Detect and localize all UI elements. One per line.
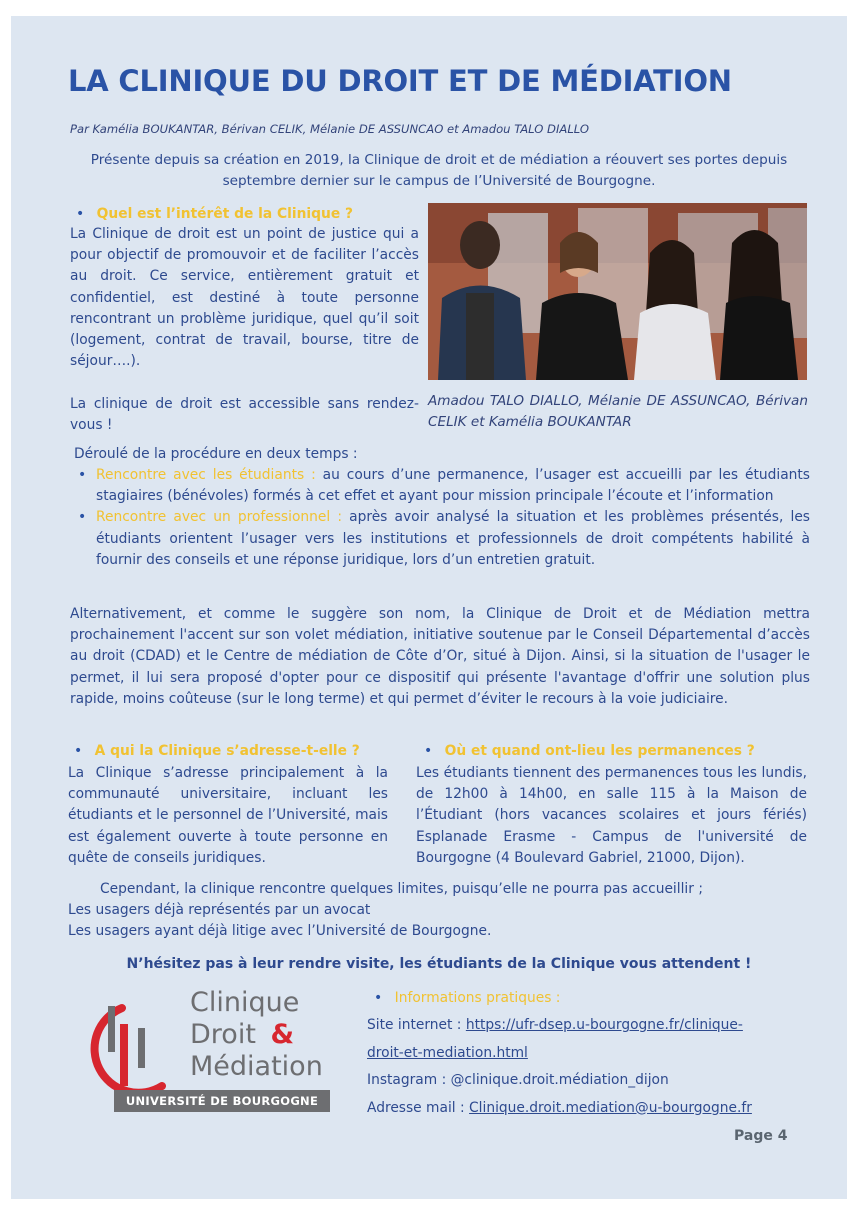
limits-intro: Cependant, la clinique rencontre quelques limites, puisqu’elle ne pourra pas accueillir ; — [100, 881, 703, 897]
access-note: La clinique de droit est accessible sans rendez-vous ! — [70, 396, 419, 434]
permanences-body: Les étudiants tiennent des permanences tous les lundis, de 12h00 à 14h00, en salle 115 à la Maison de l’Étudiant (hors vacances scolaires et jours fériés) Esplanade Erasme - Campus de l'université de Bourgogne (4 Boulevard Gabriel, 21000, Dijon). — [416, 765, 807, 866]
closing-callout: N’hésitez pas à leur rendre visite, les étudiants de la Clinique vous attendent ! — [126, 956, 752, 972]
permanences-heading: Où et quand ont-lieu les permanences ? — [444, 743, 755, 759]
procedure-intro: Déroulé de la procédure en deux temps : — [74, 446, 358, 462]
procedure-item-label: Rencontre avec un professionnel : — [96, 509, 342, 526]
logo-text-mediation: Médiation — [190, 1051, 323, 1082]
procedure-item-label: Rencontre avec les étudiants : — [96, 467, 316, 483]
permanences-heading-row — [424, 741, 755, 762]
logo-text-droit — [190, 1020, 294, 1050]
bullet-icon: • — [78, 467, 87, 483]
team-photo — [428, 203, 807, 380]
mail-row — [367, 1095, 807, 1123]
mediation-paragraph: Alternativement, et comme le suggère son nom, la Clinique de Droit et de Médiation mettra prochainement l'accent sur son volet médiation, initiative soutenue par le Conseil Départemental d’accès au droit (CDAD) et le Centre de médiation de Côte d’Or, situé à Dijon. Ainsi, si la situation de l'usager le permet, il lui sera proposé d'opter pour ce dispositif qui présente l'avantage d'offrir une solution plus rapide, moins coûteuse (sur le long terme) et qui permet d’éviter le recours à la voie judiciaire. — [70, 606, 810, 707]
team-photo-image — [428, 203, 807, 380]
site-link-cont[interactable]: droit-et-mediation.html — [367, 1044, 528, 1061]
instagram-row: Instagram : @clinique.droit.médiation_dijon — [367, 1072, 669, 1088]
bullet-icon: • — [76, 206, 85, 222]
bullet-icon: • — [74, 743, 83, 759]
bullet-icon: • — [374, 990, 383, 1006]
bullet-icon: • — [78, 509, 87, 526]
site-label: Site internet : — [367, 1017, 466, 1033]
page-title: LA CLINIQUE DU DROIT ET DE MÉDIATION — [68, 64, 732, 98]
procedure-item-text: après avoir analysé la situation et les problèmes présentés, les étudiants orientent l’usager vers les institutions et professionnels de droit compétents habilité à fournir des conseils et une réponse juridique, lors d’un entretien gratuit. — [96, 509, 810, 568]
limits-line-2: Les usagers ayant déjà litige avec l’Université de Bourgogne. — [68, 923, 492, 939]
clinique-logo — [78, 986, 334, 1114]
site-link[interactable]: https://ufr-dsep.u-bourgogne.fr/clinique- — [465, 1017, 743, 1033]
audience-body: La Clinique s’adresse principalement à la communauté universitaire, incluant les étudiants et le personnel de l’Université, mais est également ouverte à toute personne en quête de conseils juridiques. — [68, 765, 388, 866]
limits-line-1: Les usagers déjà représentés par un avocat — [68, 902, 371, 918]
interet-heading-row — [76, 204, 353, 225]
logo-word-droit: Droit — [190, 1019, 256, 1050]
photo-caption: Amadou TALO DIALLO, Mélanie DE ASSUNCAO, Bérivan CELIK et Kamélia BOUKANTAR — [428, 393, 808, 430]
procedure-item-professional — [70, 507, 810, 571]
info-heading: Informations pratiques : — [394, 990, 561, 1006]
interet-heading: Quel est l’intérêt de la Clinique ? — [96, 206, 353, 222]
logo-ampersand: & — [270, 1019, 295, 1050]
procedure-item-text: au cours d’une permanence, l’usager est accueilli par les étudiants stagiaires (bénévoles) formés à cet effet et ayant pour mission principale l’écoute et l’information — [96, 467, 810, 505]
info-heading-row — [374, 988, 560, 1009]
audience-heading-row — [74, 741, 360, 762]
logo-text-clinique: Clinique — [190, 987, 300, 1018]
bullet-icon: • — [424, 743, 433, 759]
byline: Par Kamélia BOUKANTAR, Bérivan CELIK, Mélanie DE ASSUNCAO et Amadou TALO DIALLO — [70, 122, 590, 136]
intro-paragraph: Présente depuis sa création en 2019, la Clinique de droit et de médiation a réouvert ses portes depuis septembre dernier sur le campus de l’Université de Bourgogne. — [90, 152, 788, 189]
procedure-list — [70, 465, 810, 571]
interet-body: La Clinique de droit est un point de justice qui a pour objectif de promouvoir et de faciliter l’accès au droit. Ce service, entièrement gratuit et confidentiel, est destiné à toute personne rencontrant un problème juridique, quel qu’il soit (logement, contrat de travail, bourse, titre de séjour….). — [70, 226, 419, 370]
mail-label: Adresse mail : — [367, 1099, 470, 1116]
info-block — [367, 1012, 807, 1122]
page-number: Page 4 — [734, 1128, 788, 1144]
site-row-cont — [367, 1040, 807, 1068]
site-row — [367, 1012, 807, 1040]
logo-university-band: UNIVERSITÉ DE BOURGOGNE — [125, 1094, 319, 1108]
procedure-item-students — [70, 465, 810, 507]
mail-link[interactable]: Clinique.droit.mediation@u-bourgogne.fr — [469, 1099, 752, 1116]
audience-heading: A qui la Clinique s’adresse-t-elle ? — [94, 743, 360, 759]
